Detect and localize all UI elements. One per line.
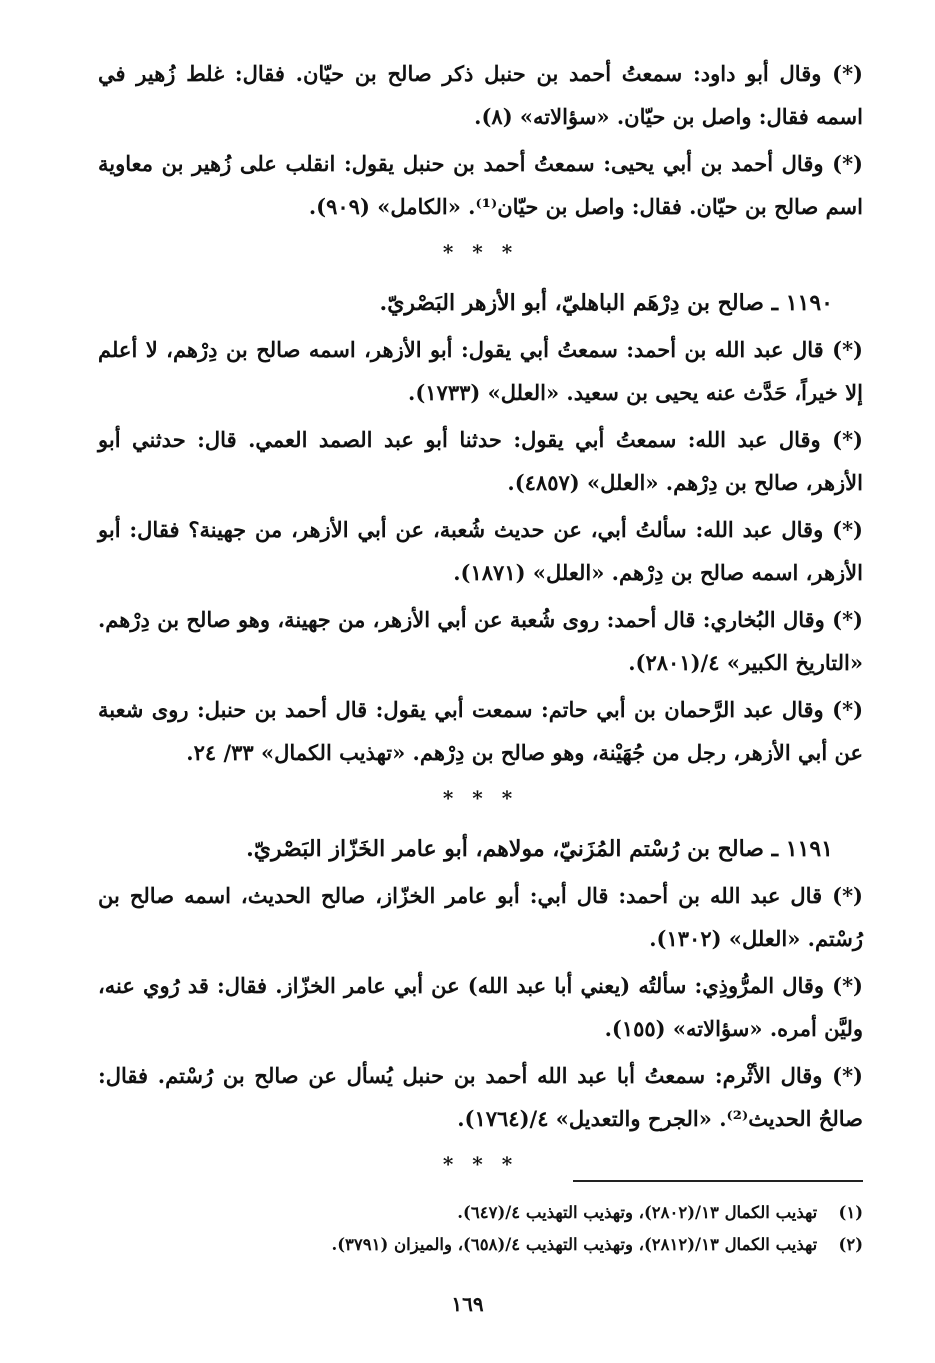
page-number: ١٦٩ <box>451 1292 484 1316</box>
footnote <box>98 1229 863 1261</box>
entry-paragraph: (*) وقال الأثْرم: سمعتُ أبا عبد الله أحمد بن حنبل يُسأل عن صالح بن رُسْتم. فقال: صالحُ الحديث⁽²⁾. «الجرح والتعديل» ٤/(١٧٦٤). <box>98 1063 863 1131</box>
entry-paragraph: (*) وقال عبد الله: سمعتُ أبي يقول: حدثنا أبو عبد الصمد العمي. قال: حدثني أبو الأزهر، صالح بن دِرْهم. «العلل» (٤٨٥٧). <box>98 427 863 495</box>
footnote-divider <box>573 1180 863 1182</box>
entry-paragraph: (*) وقال المرُّوذِي: سألتُه (يعني أبا عبد الله) عن أبي عامر الخزّاز. فقال: قد رُوي عنه، وليَّن أمره. «سؤالاته» (١٥٥). <box>98 973 863 1041</box>
section-separator: * * * <box>442 1152 519 1176</box>
entry-paragraph: (*) وقال أحمد بن أبي يحيى: سمعتُ أحمد بن حنبل يقول: انقلب على زُهير بن معاوية اسم صالح بن حيّان. فقال: واصل بن حيّان⁽¹⁾. «الكامل» (٩٠٩). <box>98 151 863 219</box>
footnote-number: (٢) <box>838 1235 863 1254</box>
footnote-text: تهذيب الكمال ١٣/(٢٨١٢)، وتهذيب التهذيب ٤/(٦٥٨)، والميزان (٣٧٩١). <box>331 1235 818 1254</box>
entry-paragraph: (*) وقال أبو داود: سمعتُ أحمد بن حنبل ذكر صالح بن حيّان. فقال: غلط زُهير في اسمه فقال: واصل بن حيّان. «سؤالاته» (٨). <box>98 61 863 129</box>
footnote-text: تهذيب الكمال ١٣/(٢٨٠٢)، وتهذيب التهذيب ٤/(٦٤٧). <box>457 1203 818 1222</box>
footnote <box>98 1197 863 1229</box>
footnotes <box>98 1197 863 1261</box>
entry-paragraph: (*) قال عبد الله بن أحمد: سمعتُ أبي يقول: أبو الأزهر، اسمه صالح بن دِرْهم، لا أعلم إلا خيراً، حَدَّث عنه يحيى بن سعيد. «العلل» (١٧٣٣). <box>98 337 863 405</box>
entry-paragraph: (*) وقال البُخاري: قال أحمد: روى شُعبة عن أبي الأزهر، من جهينة، وهو صالح بن دِرْهم. «التاريخ الكبير» ٤/(٢٨٠١). <box>98 607 863 675</box>
entry-paragraph: (*) وقال عبد الرَّحمان بن أبي حاتم: سمعت أبي يقول: قال أحمد بن حنبل: روى شعبة عن أبي الأزهر، رجل من جُهَيْنة، وهو صالح بن دِرْهم. «تهذيب الكمال» ٣٣/ ٢٤. <box>98 697 863 765</box>
entry-heading-1191: ١١٩١ ـ صالح بن رُسْتم المُزَنيّ، مولاهم، أبو عامر الخَزّاز البَصْريّ. <box>246 836 833 862</box>
entry-paragraph: (*) وقال عبد الله: سألتُ أبي، عن حديث شُعبة، عن أبي الأزهر، من جهينة؟ فقال: أبو الأزهر، اسمه صالح بن دِرْهم. «العلل» (١٨٧١). <box>98 517 863 585</box>
entry-heading-1190: ١١٩٠ ـ صالح بن دِرْهَم الباهليّ، أبو الأزهر البَصْريّ. <box>379 290 833 316</box>
entry-paragraph: (*) قال عبد الله بن أحمد: قال أبي: أبو عامر الخزّاز، صالح الحديث، اسمه صالح بن رُسْتم. «العلل» (١٣٠٢). <box>98 883 863 951</box>
section-separator: * * * <box>442 240 519 264</box>
footnote-number: (١) <box>838 1203 863 1222</box>
section-separator: * * * <box>442 786 519 810</box>
